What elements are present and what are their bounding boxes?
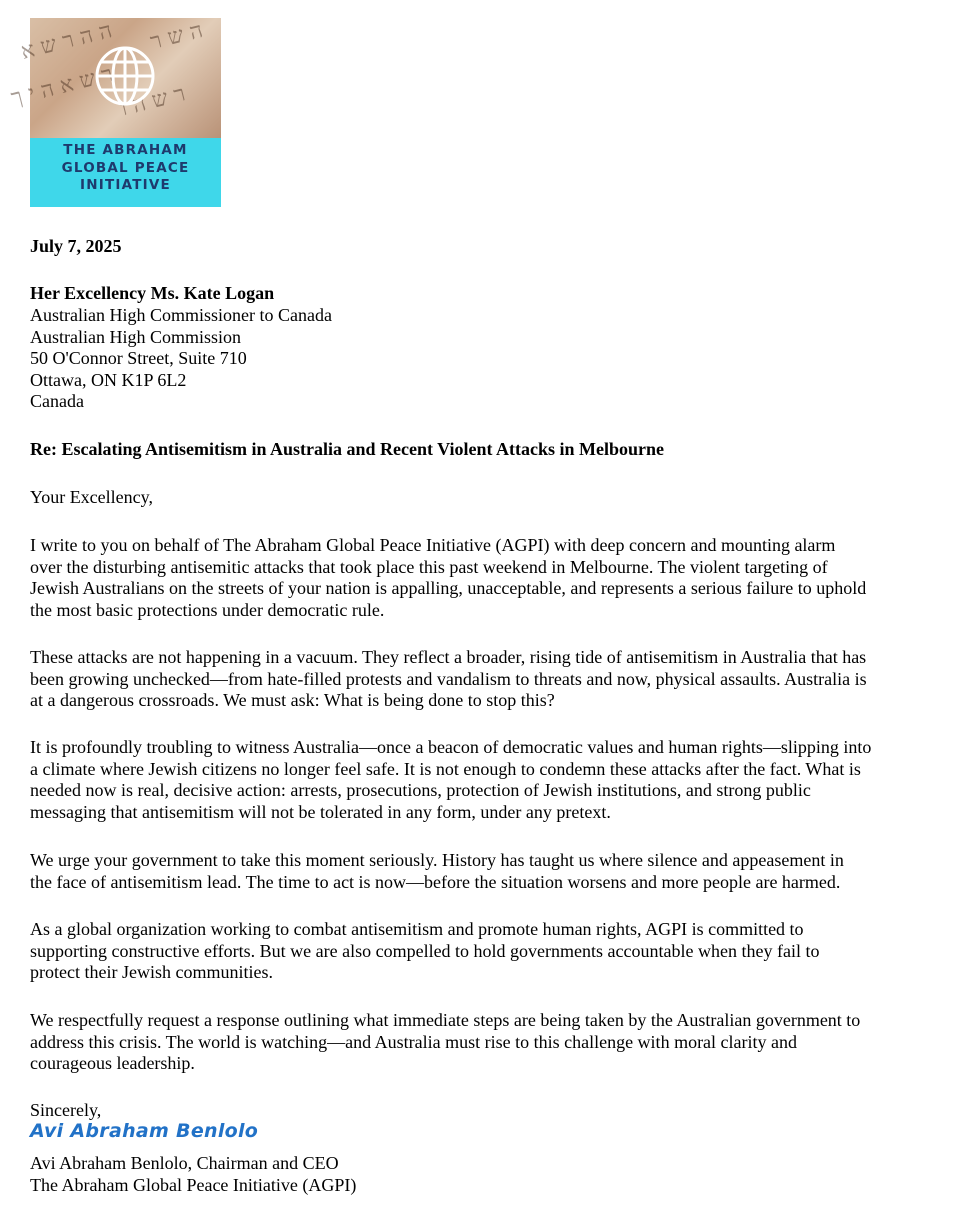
paragraph-line: These attacks are not happening in a vacuum. They reflect a broader, rising tide of antisemitism in Australia that has xyxy=(30,647,867,667)
globe-icon xyxy=(94,45,156,107)
paragraph-line: at a dangerous crossroads. We must ask: What is being done to stop this? xyxy=(30,690,555,710)
signer-block xyxy=(30,1153,356,1196)
closing: Sincerely, xyxy=(30,1100,102,1120)
address-line: Canada xyxy=(30,391,84,411)
paragraph-5 xyxy=(30,919,819,984)
recipient-name: Her Excellency Ms. Kate Logan xyxy=(30,283,275,303)
paragraph-line: the face of antisemitism lead. The time to act is now—before the situation worsens and more people are harmed. xyxy=(30,871,841,892)
paragraph-line: been growing unchecked—from hate-filled protests and vandalism to threats and now, physical assaults. Australia is xyxy=(30,668,867,689)
paragraph-line: protect their Jewish communities. xyxy=(30,962,273,982)
signer-organization: The Abraham Global Peace Initiative (AGPI) xyxy=(30,1174,357,1195)
paragraph-line: It is profoundly troubling to witness Australia—once a beacon of democratic values and human rights—slipping into xyxy=(30,737,872,757)
paragraph-line: courageous leadership. xyxy=(30,1053,195,1073)
paragraph-6 xyxy=(30,1010,860,1075)
paragraph-line: a climate where Jewish citizens no longer feel safe. It is not enough to condemn these attacks after the fact. What is xyxy=(30,758,861,779)
logo-background-image: ה ה ר ש א ר ש א ה י ך ר ש ה ו ה ש ר xyxy=(30,18,221,138)
organization-logo xyxy=(8,17,221,207)
handwritten-signature: Avi Abraham Benlolo xyxy=(30,1120,259,1142)
address-line: Ottawa, ON K1P 6L2 xyxy=(30,369,187,390)
address-line: 50 O'Connor Street, Suite 710 xyxy=(30,348,247,368)
paragraph-2 xyxy=(30,647,867,712)
paragraph-line: messaging that antisemitism will not be tolerated in any form, under any pretext. xyxy=(30,801,611,822)
logo-text: THE ABRAHAM GLOBAL PEACE INITIATIVE xyxy=(61,142,190,193)
paragraph-line: We respectfully request a response outlining what immediate steps are being taken by the Australian government to xyxy=(30,1010,861,1030)
paragraph-3 xyxy=(30,737,871,823)
paragraph-line: the most basic protections under democratic rule. xyxy=(30,599,385,620)
letter-date: July 7, 2025 xyxy=(30,236,122,256)
paragraph-1 xyxy=(30,535,866,621)
paragraph-line: needed now is real, decisive action: arrests, prosecutions, protection of Jewish institutions, and strong public xyxy=(30,780,811,800)
paragraph-line: over the disturbing antisemitic attacks that took place this past weekend in Melbourne. The violent targeting of xyxy=(30,556,828,577)
paragraph-4 xyxy=(30,850,844,893)
paragraph-line: supporting constructive efforts. But we are also compelled to hold governments accountable when they fail to xyxy=(30,940,820,961)
paragraph-line: As a global organization working to combat antisemitism and promote human rights, AGPI is committed to xyxy=(30,919,804,939)
subject-line: Re: Escalating Antisemitism in Australia and Recent Violent Attacks in Melbourne xyxy=(30,439,664,459)
recipient-address xyxy=(30,305,332,413)
address-line: Australian High Commission xyxy=(30,326,241,347)
paragraph-line: I write to you on behalf of The Abraham Global Peace Initiative (AGPI) with deep concern and mounting alarm xyxy=(30,535,836,555)
paragraph-line: Jewish Australians on the streets of your nation is appalling, unacceptable, and represents a serious failure to uphold xyxy=(30,578,867,598)
paragraph-line: address this crisis. The world is watching—and Australia must rise to this challenge with moral clarity and xyxy=(30,1031,798,1052)
signer-title: Avi Abraham Benlolo, Chairman and CEO xyxy=(30,1153,339,1173)
address-line: Australian High Commissioner to Canada xyxy=(30,305,332,325)
salutation: Your Excellency, xyxy=(30,487,153,507)
paragraph-line: We urge your government to take this moment seriously. History has taught us where silence and appeasement in xyxy=(30,850,844,870)
